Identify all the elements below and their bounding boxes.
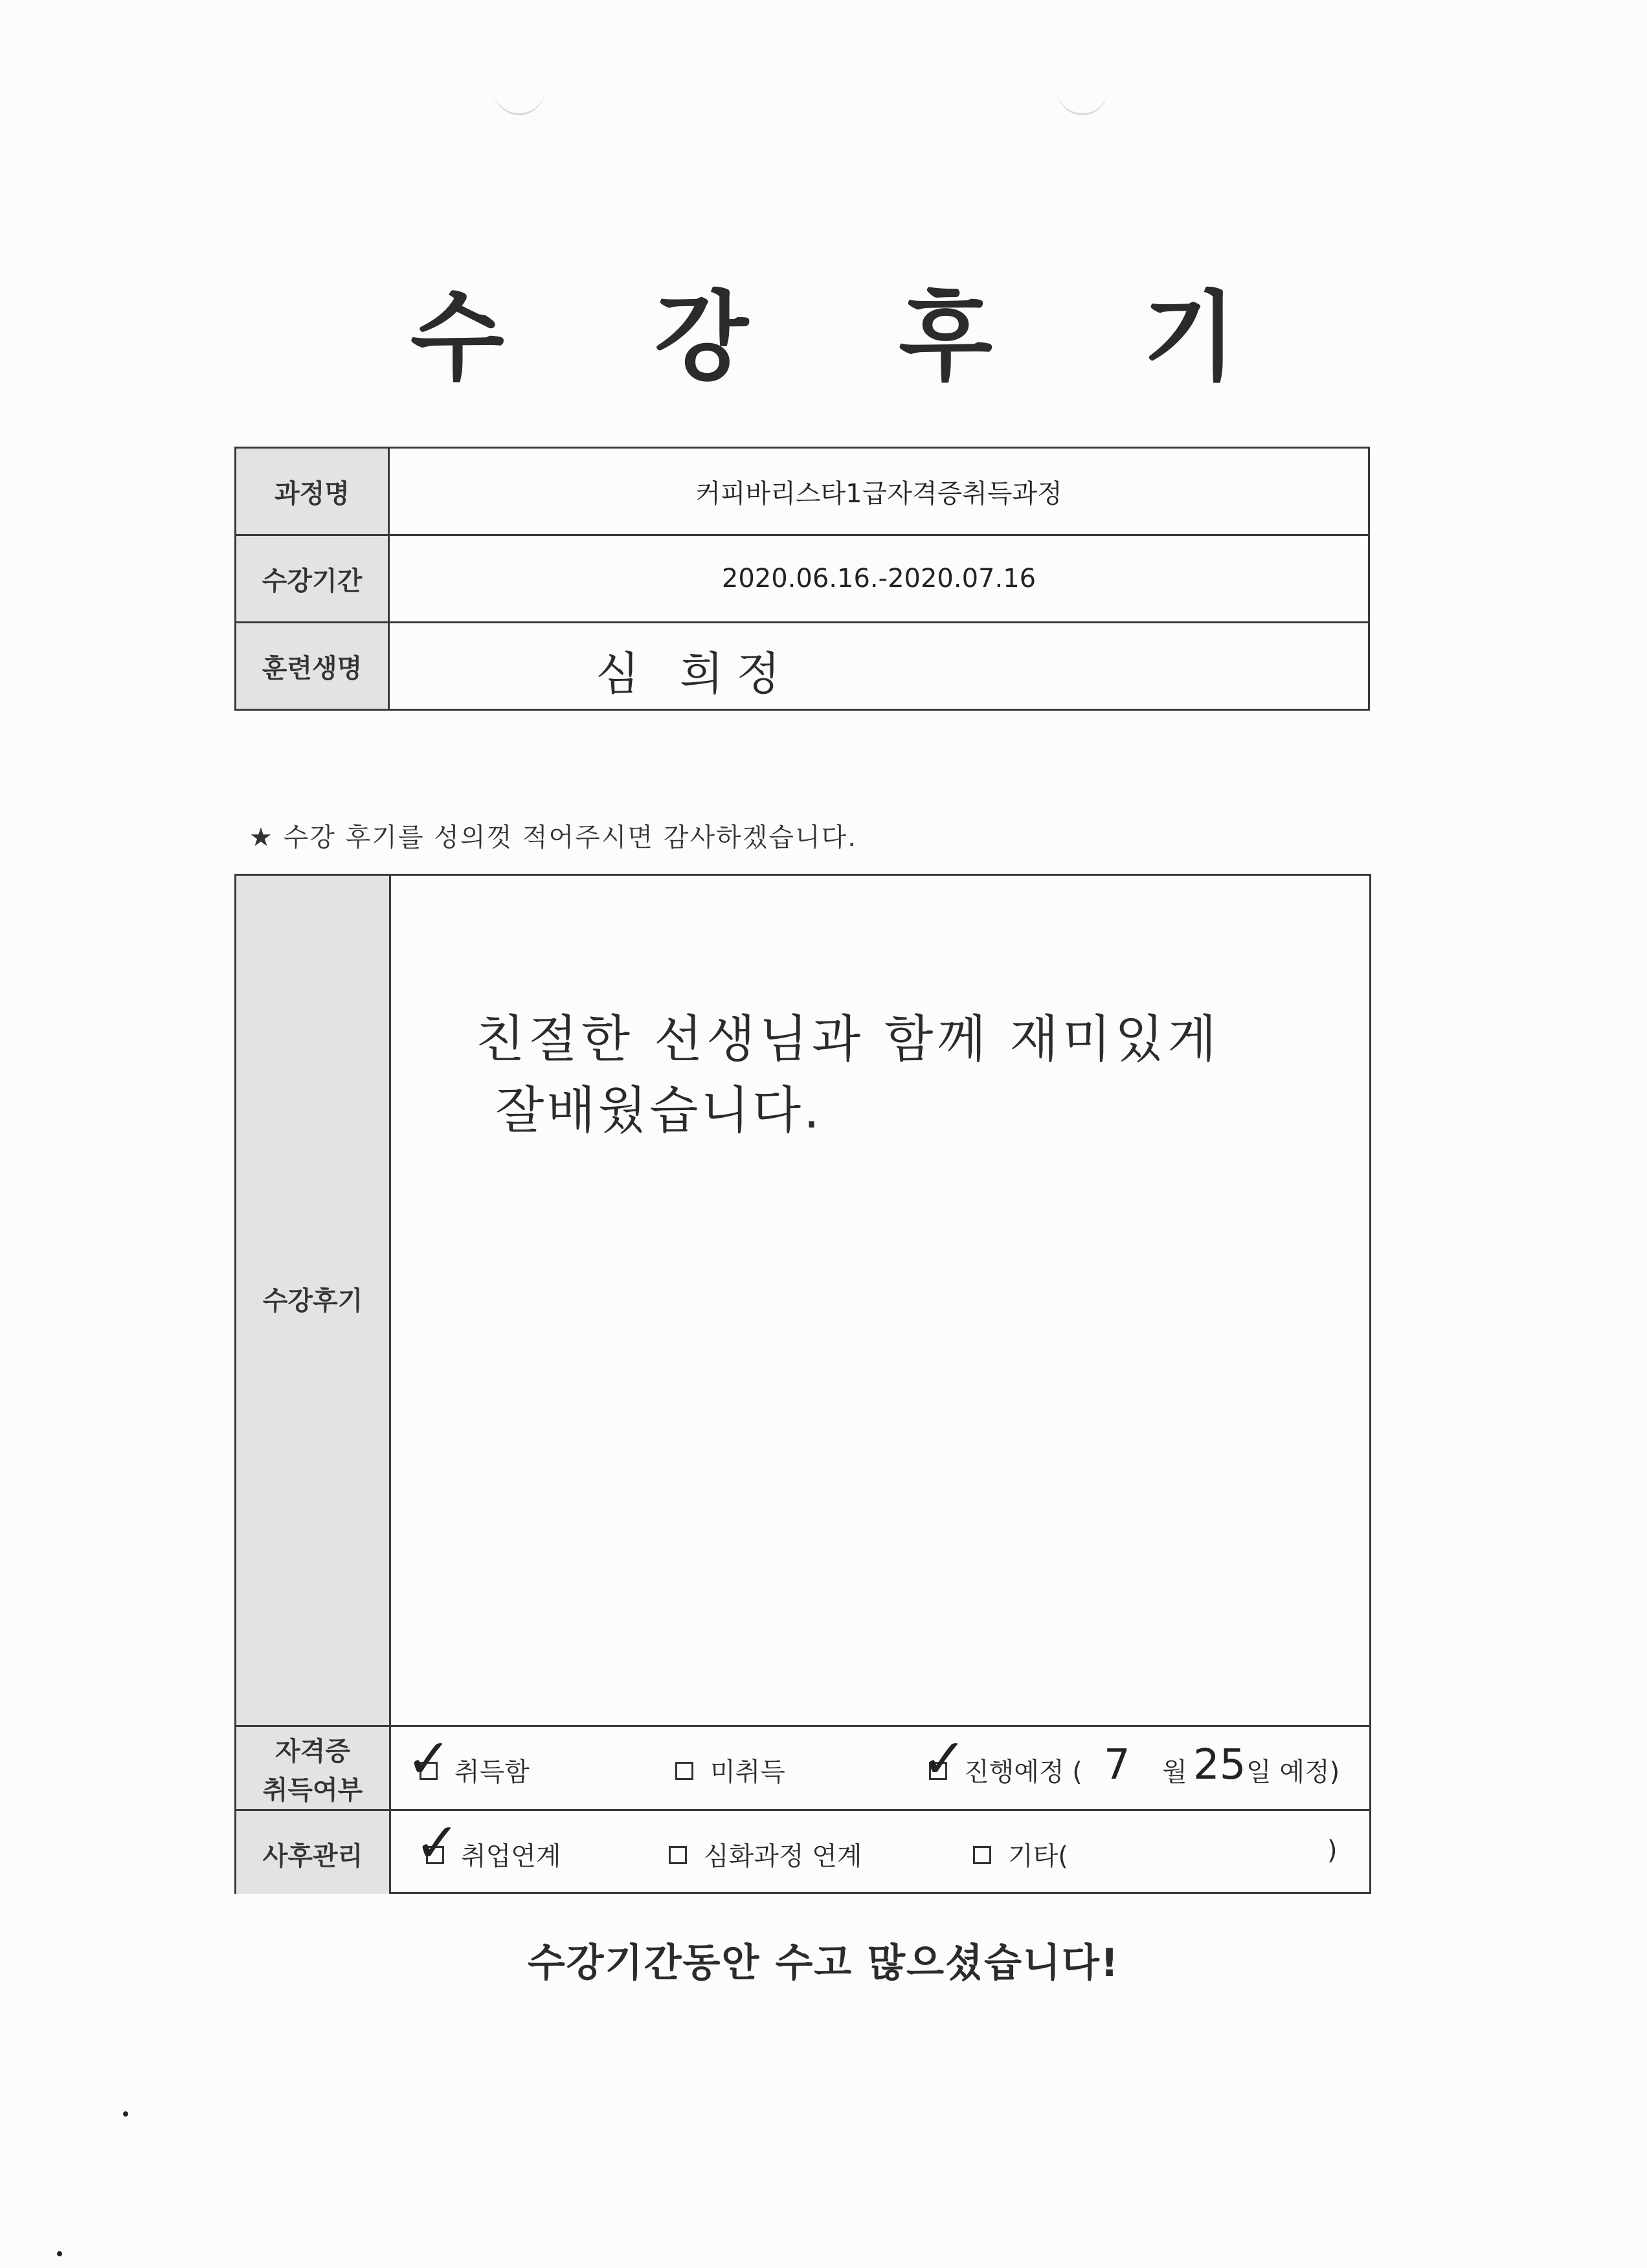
not-acquired-checkbox[interactable] [675, 1762, 693, 1780]
review-text-line-2: 잘배웠습니다. [495, 1082, 822, 1140]
aftercare-row [236, 1809, 1369, 1894]
option-job-label: 취업연계 [461, 1841, 561, 1871]
certification-label-cell [236, 1727, 391, 1811]
review-section [234, 874, 1371, 1894]
punch-hole-right [1057, 61, 1108, 115]
certification-label-line-2: 취득여부 [262, 1775, 363, 1805]
punch-hole-left [493, 61, 545, 115]
period-row [236, 535, 1369, 623]
option-not-acquired-label: 미취득 [710, 1757, 785, 1787]
option-advanced[interactable] [669, 1836, 862, 1873]
option-other-label: 기타( [1008, 1841, 1068, 1871]
planned-day-value: 25 [1193, 1741, 1246, 1789]
job-check-mark-icon: ✓ [414, 1811, 460, 1874]
closing-message: 수강기간동안 수고 많으셨습니다! [527, 1940, 1120, 1986]
instruction-note: ★ 수강 후기를 성의껏 적어주시면 감사하겠습니다. [249, 823, 857, 852]
period-value: 2020.06.16.-2020.07.16 [389, 535, 1369, 623]
course-row [236, 448, 1369, 535]
course-value: 커피바리스타1급자격증취득과정 [389, 448, 1369, 535]
period-label: 수강기간 [236, 535, 389, 623]
review-label: 수강후기 [262, 1286, 363, 1316]
trainee-label: 훈련생명 [236, 623, 389, 710]
certification-label-line-1: 자격증 [275, 1737, 350, 1766]
review-label-cell [236, 876, 391, 1725]
acquired-check-mark-icon: ✓ [406, 1727, 452, 1790]
option-planned-label: 진행예정 ( [964, 1757, 1082, 1787]
aftercare-label-cell [236, 1811, 391, 1894]
day-label: 일 예정) [1246, 1757, 1340, 1787]
option-acquired-label: 취득함 [454, 1757, 530, 1787]
other-checkbox[interactable] [973, 1846, 991, 1864]
scan-speck [123, 2111, 128, 2117]
planned-check-mark-icon: ✓ [921, 1727, 967, 1790]
advanced-checkbox[interactable] [669, 1846, 687, 1864]
course-info-table [234, 447, 1370, 711]
option-not-acquired[interactable] [675, 1751, 785, 1788]
page-title: 수 강 후 기 [410, 282, 1295, 394]
option-other-close: ) [1327, 1836, 1338, 1865]
option-other[interactable] [973, 1836, 1068, 1873]
trainee-row [236, 623, 1369, 710]
aftercare-label: 사후관리 [262, 1841, 363, 1871]
scan-speck [57, 2251, 62, 2256]
trainee-cell [389, 623, 1369, 710]
planned-month-value: 7 [1104, 1741, 1130, 1789]
course-label: 과정명 [236, 448, 389, 535]
option-advanced-label: 심화과정 연계 [704, 1841, 862, 1871]
review-text-line-1: 친절한 선생님과 함께 재미있게 [476, 1010, 1220, 1069]
trainee-name-handwritten: 심 희정 [596, 647, 794, 700]
month-label: 월 [1162, 1757, 1187, 1787]
certification-row [236, 1725, 1369, 1811]
